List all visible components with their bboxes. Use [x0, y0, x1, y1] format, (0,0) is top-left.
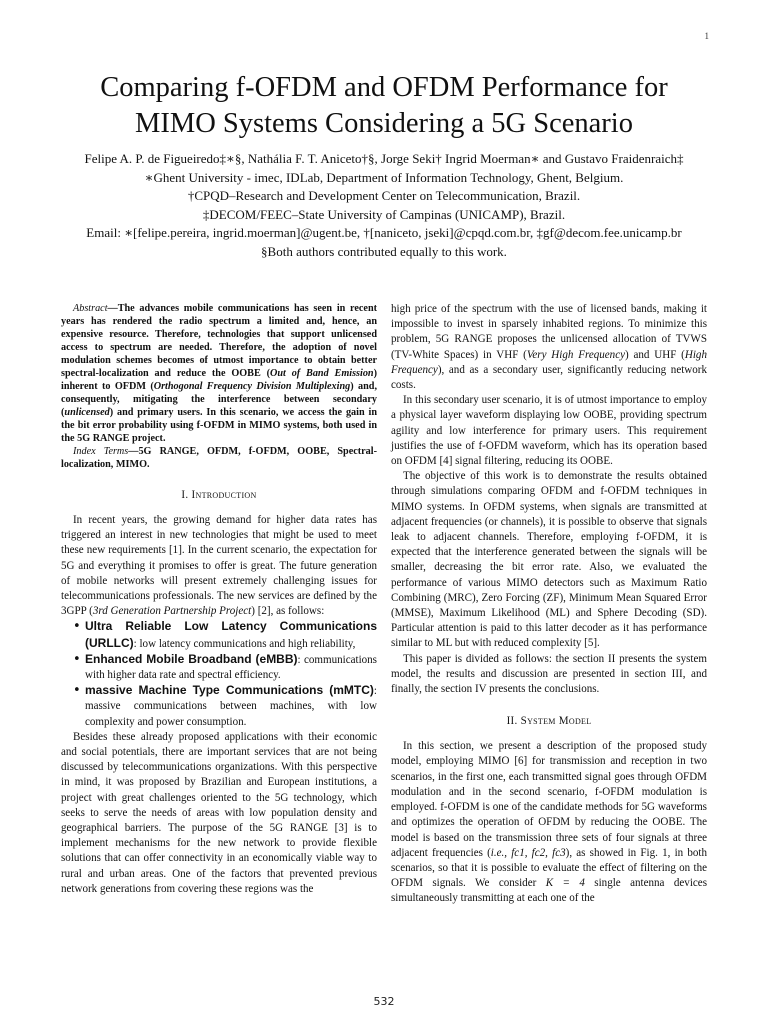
- intro-paragraph-5: This paper is divided as follows: the section II presents the system model, the results and discussion are presented in section III, and finally, the section IV presents the conclusions.: [391, 652, 707, 696]
- bullet-text: : communications with higher data rate and spectral efficiency.: [85, 653, 377, 682]
- title-line-1: Comparing f-OFDM and OFDM Performance for: [100, 72, 668, 103]
- abstract-text-1: —The advances mobile communications has seen in recent years has rendered the radio spectrum a limited and, hence, an expensive resource. Therefore, technologies that support unlicensed access to spectrum are needed. Therefore, the adoption of novel modulation schemes becomes of utmost importance to obtain better spectral-localization and reduce the OOBE (: [61, 303, 377, 379]
- sm-text-3: single antenna devices simultaneously transmitting at each one of the: [391, 877, 707, 905]
- page-number-top: 1: [704, 31, 709, 41]
- abstract-label: Abstract: [73, 303, 108, 314]
- intro-paragraph-2: Besides these already proposed applications with their economic and social potentials, there are important services that are not being discussed by telecommunications organizations. With this perspective in mind, it was proposed by Brazilian and European institutions, a project with great challenges oriented to the 5G technology, which seeks to serve the needs of areas with low population density and geographical barriers. The purpose of the 5G RANGE [3] is to implement mechanisms for the new network to provide flexible solutions that can offer connectivity in an economically viable way to rural and urban areas. One of the factors that prevented previous network generations from covering these regions was the: [61, 730, 377, 895]
- sm-ie-italic: i.e.: [490, 846, 505, 859]
- bullet-icon: •: [73, 651, 81, 667]
- intro-p3-mid: ) and UHF (: [625, 348, 685, 361]
- abstract-text-3: ) and, consequently, mitigating the interference between secondary (: [61, 381, 377, 418]
- section-heading-introduction: I. Introduction: [181, 489, 257, 501]
- affiliation-cpqd: †CPQD–Research and Development Center on Telecommunication, Brazil.: [187, 188, 581, 203]
- sm-k-italic: K = 4: [545, 877, 585, 890]
- intro-paragraph-2-continued: [391, 302, 707, 393]
- bullet-icon: •: [73, 683, 81, 699]
- index-terms-text: —5G RANGE, OFDM, f-OFDM, OOBE, Spectral-localization, MIMO.: [61, 446, 377, 470]
- intro-p3-text: high price of the spectrum with the use of licensed bands, making it impossible to invest in sparsely inhabited regions. To minimize this problem, 5G RANGE proposes the unlicensed allocation of TVWS (TV-White Spaces) in VHF (: [391, 303, 707, 361]
- intro-paragraph-3: In this secondary user scenario, it is of utmost importance to employ a physical layer waveform displaying low OOBE, providing spectrum agility and low interference for primary users. This requirement justifies the use of f-OFDM waveform, which has its operation based on OFDM [4] signal filtering, reducing its OOBE.: [391, 394, 707, 468]
- abstract-text-4: ) and primary users. In this scenario, we access the gain in the bit error probability using f-OFDM in MIMO systems, both used in the 5G RANGE project.: [61, 407, 377, 444]
- vhf-italic: Very High Frequency: [526, 348, 626, 361]
- bullet-text: : massive communications between machines, with low complexity and power consumption.: [85, 685, 377, 728]
- index-terms-label: Index Terms: [73, 446, 129, 457]
- service-list: [61, 619, 377, 729]
- affiliation-ghent: ∗Ghent University - imec, IDLab, Department of Information Technology, Ghent, Belgium.: [144, 169, 624, 185]
- sm-text-1: In this section, we present a description of the proposed study model, employing MIMO [6] for transmission and reception in two scenarios, in the first one, each transmitted signal goes through OFDM modulation and in the second scenario, f-OFDM modulation is employed. f-OFDM is one of the candidate methods for 5G waveforms and optimizes the operation of OFDM by reducing the OOBE. The model is based on the transmission three sets of four signals at three adjacent frequencies (: [391, 740, 707, 859]
- author-block: [20, 150, 748, 261]
- list-item: [75, 652, 377, 683]
- equal-contribution-note: §Both authors contributed equally to this work.: [261, 243, 507, 259]
- abstract: [61, 302, 377, 445]
- author-names: Felipe A. P. de Figueiredo‡∗§, Nathália F. T. Aniceto†§, Jorge Seki† Ingrid Moerman∗ and Gustavo Fraidenraich‡: [84, 151, 684, 166]
- paper-title: [40, 70, 728, 142]
- intro-paragraph-1: [61, 513, 377, 619]
- affiliation-unicamp: ‡DECOM/FEEC–State University of Campinas (UNICAMP), Brazil.: [202, 206, 566, 222]
- abstract-ofdm: Orthogonal Frequency Division Multiplexing: [153, 381, 351, 392]
- intro-paragraph-4: The objective of this work is to demonstrate the results obtained through simulations comparing OFDM and f-OFDM techniques in MIMO systems. In OFDM systems, when signals are transmitted at adjacent frequencies (or channels), it is possible to observe that signals leak to adjacent channels. Therefore, employing f-OFDM, it is expected that the interference generated between the signals will be smaller, decreasing the bit error rate. Also, we evaluated the performance of various MIMO detectors such as Maximum Ratio Combining (MRC), Zero Forcing (ZF), Minimum Mean Squared Error (MMSE), Maximum Likelihood (ML) and Sphere Decoding (SD). Particular attention is paid to this latter decoder as it has performance similar to ML but with reduced complexity [5].: [391, 470, 707, 650]
- right-column: [391, 302, 707, 907]
- intro-p1-text: In recent years, the growing demand for higher data rates has triggered an interest in new technologies that might be used to meet these new requirements [1]. In the current scenario, the expectation for 5G and everything it promises to offer is great. The future generation of mobile networks will present extremely challenging issues for telecommunications professionals. The new services are defined by the 3GPP (: [61, 514, 377, 618]
- bullet-lead: Ultra Reliable Low Latency Communications (URLLC): [85, 619, 377, 650]
- bullet-lead: massive Machine Type Communications (mMTC): [85, 683, 374, 698]
- intro-p3-end: ), and as a secondary user, significantly reducing network costs.: [391, 363, 707, 392]
- abstract-text-2: ) inherent to OFDM (: [61, 368, 377, 392]
- bullet-text: : low latency communications and high reliability,: [133, 637, 356, 650]
- title-line-2: MIMO Systems Considering a 5G Scenario: [135, 108, 633, 139]
- sm-freqs-italic: , fc1, fc2, fc3: [504, 846, 566, 859]
- page-number-bottom: 532: [373, 995, 395, 1008]
- section-heading-system-model: II. System Model: [506, 715, 592, 728]
- list-item: [75, 683, 377, 730]
- left-column: [61, 302, 377, 897]
- bullet-lead: Enhanced Mobile Broadband (eMBB): [85, 651, 298, 666]
- bullet-icon: •: [73, 619, 81, 635]
- sm-text-2: ), as showed in Fig. 1, in both scenarios, so that it is possible to evaluate the effect of filtering on the OFDM signals. We consider: [391, 846, 707, 890]
- abstract-unlicensed: unlicensed: [64, 407, 110, 418]
- uhf-italic: High Frequency: [391, 348, 707, 376]
- list-item: [75, 619, 377, 651]
- intro-p1-end: ) [2], as follows:: [251, 605, 325, 618]
- system-model-paragraph-1: [391, 739, 707, 906]
- author-emails: Email: ∗[felipe.pereira, ingrid.moerman]@ugent.be, †[naniceto, jseki]@cpqd.com.br, ‡gf@decom.fee.unicamp.br: [86, 225, 682, 240]
- index-terms: [61, 445, 377, 471]
- abstract-oobe: Out of Band Emission: [270, 368, 374, 379]
- intro-3gpp-italic: 3rd Generation Partnership Project: [92, 605, 252, 618]
